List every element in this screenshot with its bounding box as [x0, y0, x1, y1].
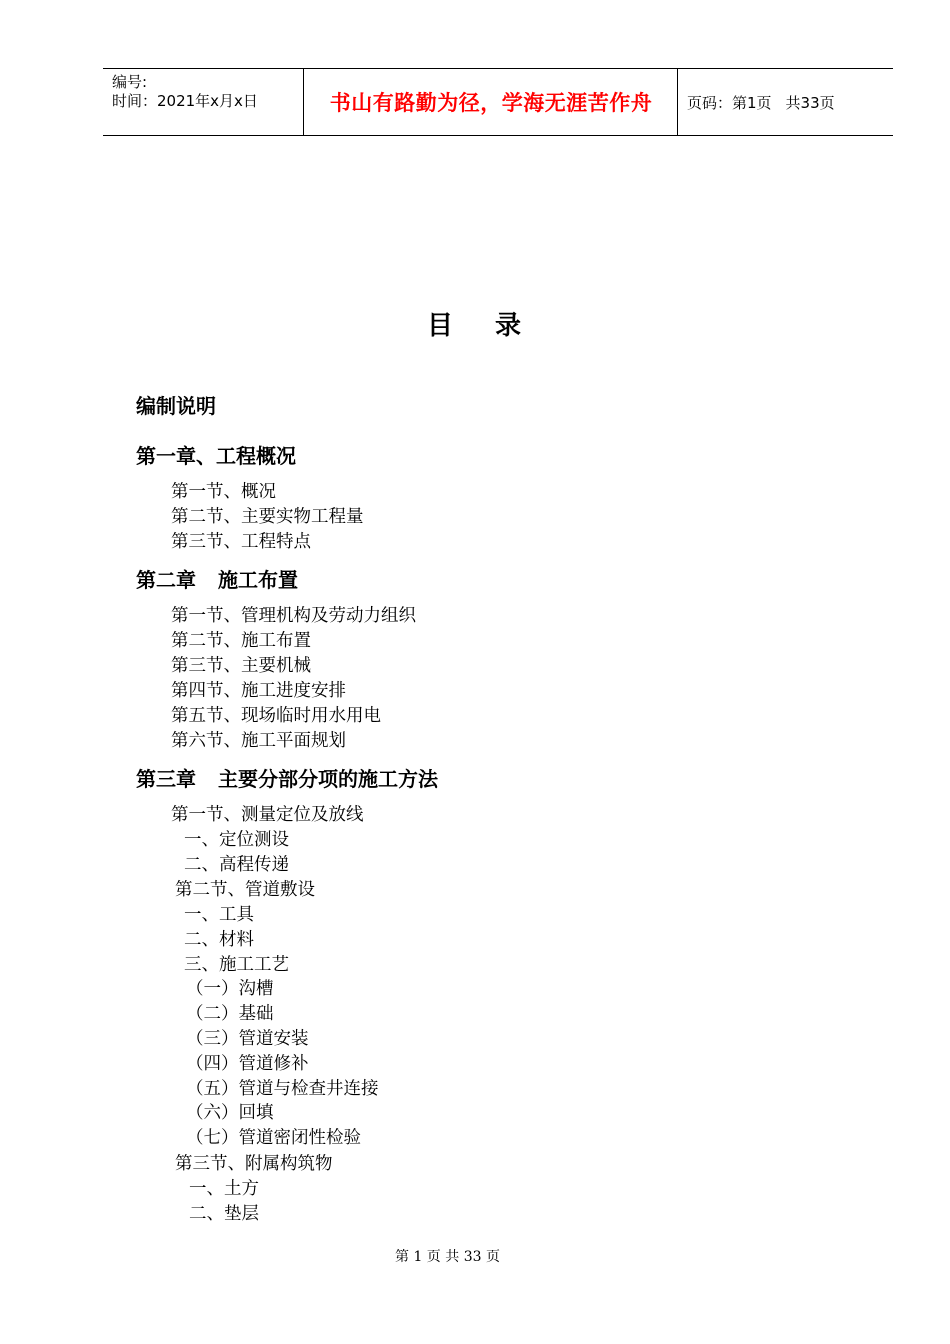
toc-ch1-section-2[interactable]: 第二节、主要实物工程量 — [171, 507, 364, 527]
toc-chapter-3-title: 主要分部分项的施工方法 — [218, 767, 438, 791]
toc-ch2-section-4[interactable]: 第四节、施工进度安排 — [171, 681, 346, 701]
header-motto: 书山有路勤为径，学海无涯苦作舟 — [329, 91, 653, 115]
toc-ch3-section-3[interactable]: 第三节、附属构筑物 — [175, 1154, 333, 1174]
toc-ch3-s3-item-2[interactable]: 二、垫层 — [189, 1204, 259, 1224]
page-title — [0, 305, 950, 342]
toc-ch3-s2-item-2[interactable]: 二、材料 — [184, 930, 254, 950]
toc-ch2-section-6[interactable]: 第六节、施工平面规划 — [171, 731, 346, 751]
toc-ch3-s2-item-1[interactable]: 一、工具 — [184, 905, 254, 925]
header-divider-right — [677, 69, 678, 135]
toc-ch3-s3-item-1[interactable]: 一、土方 — [189, 1179, 259, 1199]
title-char-1: 目 — [426, 311, 455, 341]
header-page-info — [687, 69, 835, 135]
toc-chapter-2-number: 第二章 — [136, 568, 196, 592]
number-label: 编号: — [112, 73, 148, 91]
header-meta — [112, 73, 258, 111]
toc-chapter-2[interactable] — [136, 564, 298, 593]
page-footer: 第 1 页 共 33 页 — [395, 1249, 500, 1265]
toc-ch2-section-3[interactable]: 第三节、主要机械 — [171, 656, 311, 676]
toc-chapter-1[interactable]: 第一章、工程概况 — [136, 444, 296, 468]
toc-intro[interactable]: 编制说明 — [136, 394, 216, 418]
toc-ch3-s2-i3-sub-2[interactable]: （二）基础 — [186, 1004, 274, 1024]
toc-ch3-section-1[interactable]: 第一节、测量定位及放线 — [171, 805, 364, 825]
header-page-current: 页码：第1页 — [687, 93, 772, 112]
toc-ch3-s2-i3-sub-1[interactable]: （一）沟槽 — [186, 979, 274, 999]
toc-ch3-s2-i3-sub-7[interactable]: （七）管道密闭性检验 — [186, 1128, 361, 1148]
toc-chapter-2-title: 施工布置 — [218, 568, 298, 592]
title-char-2: 录 — [495, 311, 524, 341]
toc-ch3-s2-i3-sub-5[interactable]: （五）管道与检查井连接 — [186, 1079, 379, 1099]
toc-ch3-s1-item-2[interactable]: 二、高程传递 — [184, 855, 289, 875]
toc-ch2-section-1[interactable]: 第一节、管理机构及劳动力组织 — [171, 606, 416, 626]
toc-ch2-section-2[interactable]: 第二节、施工布置 — [171, 631, 311, 651]
toc-ch3-s2-i3-sub-6[interactable]: （六）回填 — [186, 1103, 274, 1123]
toc-chapter-3-number: 第三章 — [136, 767, 196, 791]
toc-ch2-section-5[interactable]: 第五节、现场临时用水用电 — [171, 706, 381, 726]
toc-ch3-s1-item-1[interactable]: 一、定位测设 — [184, 830, 289, 850]
toc-ch3-section-2[interactable]: 第二节、管道敷设 — [175, 880, 315, 900]
toc-ch3-s2-i3-sub-4[interactable]: （四）管道修补 — [186, 1054, 309, 1074]
toc-ch3-s2-item-3[interactable]: 三、施工工艺 — [184, 955, 289, 975]
toc-ch1-section-3[interactable]: 第三节、工程特点 — [171, 532, 311, 552]
time-label: 时间：2021年x月x日 — [112, 92, 258, 110]
toc-ch1-section-1[interactable]: 第一节、概况 — [171, 482, 276, 502]
toc-ch3-s2-i3-sub-3[interactable]: （三）管道安装 — [186, 1029, 309, 1049]
document-header — [103, 68, 893, 136]
toc-chapter-3[interactable] — [136, 763, 438, 792]
header-page-total: 共33页 — [785, 93, 835, 112]
